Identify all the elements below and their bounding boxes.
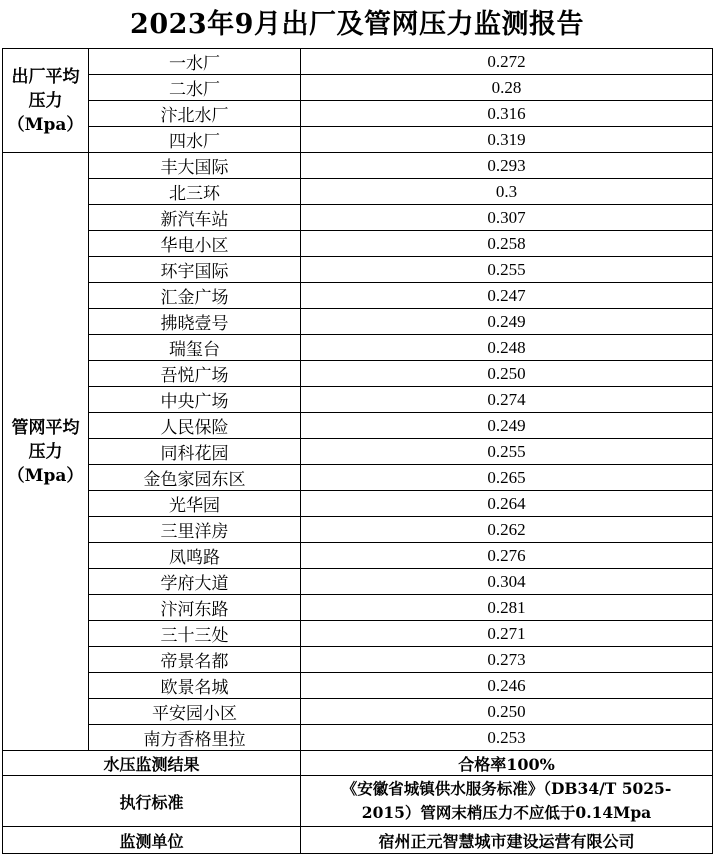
station-name: 汇金广场 <box>89 283 301 309</box>
pressure-value: 0.262 <box>301 517 713 543</box>
station-name: 帝景名都 <box>89 647 301 673</box>
unit-value: 宿州正元智慧城市建设运营有限公司 <box>301 827 713 854</box>
standard-line-1: 《安徽省城镇供水服务标准》（DB34/T 5025- <box>341 779 672 798</box>
pressure-value: 0.247 <box>301 283 713 309</box>
station-name: 拂晓壹号 <box>89 309 301 335</box>
table-row <box>3 49 713 75</box>
table-row <box>3 361 713 387</box>
summary-section <box>3 751 713 854</box>
table-row <box>3 309 713 335</box>
pressure-value: 0.293 <box>301 153 713 179</box>
group-label <box>3 49 89 153</box>
station-name: 三里洋房 <box>89 517 301 543</box>
pressure-value: 0.316 <box>301 101 713 127</box>
table-row <box>3 153 713 179</box>
table-row <box>3 595 713 621</box>
station-name: 光华园 <box>89 491 301 517</box>
pressure-value: 0.250 <box>301 699 713 725</box>
pressure-value: 0.250 <box>301 361 713 387</box>
station-name: 学府大道 <box>89 569 301 595</box>
station-name: 同科花园 <box>89 439 301 465</box>
standard-line-2: 2015）管网末梢压力不应低于0.14Mpa <box>361 803 652 822</box>
pressure-value: 0.265 <box>301 465 713 491</box>
table-row <box>3 101 713 127</box>
station-name: 瑞玺台 <box>89 335 301 361</box>
pressure-value: 0.276 <box>301 543 713 569</box>
station-name: 欧景名城 <box>89 673 301 699</box>
station-name: 平安园小区 <box>89 699 301 725</box>
pressure-value: 0.304 <box>301 569 713 595</box>
table-row <box>3 439 713 465</box>
result-value: 合格率100% <box>301 751 713 776</box>
table-row <box>3 621 713 647</box>
station-name: 四水厂 <box>89 127 301 153</box>
report-title: 2023年9月出厂及管网压力监测报告 <box>130 9 584 40</box>
result-label: 水压监测结果 <box>3 751 301 776</box>
pressure-table <box>2 48 713 854</box>
table-row <box>3 127 713 153</box>
standard-row <box>3 776 713 827</box>
table-row <box>3 465 713 491</box>
table-row <box>3 283 713 309</box>
pressure-value: 0.255 <box>301 439 713 465</box>
table-row <box>3 569 713 595</box>
group-label-line: 管网平均 <box>11 417 80 438</box>
table-row <box>3 725 713 751</box>
station-name: 金色家园东区 <box>89 465 301 491</box>
station-name: 凤鸣路 <box>89 543 301 569</box>
table-row <box>3 699 713 725</box>
group-label <box>3 153 89 751</box>
pressure-value: 0.253 <box>301 725 713 751</box>
pressure-value: 0.258 <box>301 231 713 257</box>
table-row <box>3 491 713 517</box>
pressure-value: 0.3 <box>301 179 713 205</box>
standard-label: 执行标准 <box>3 776 301 827</box>
station-name: 丰大国际 <box>89 153 301 179</box>
pressure-value: 0.272 <box>301 49 713 75</box>
group-label-line: （Mpa） <box>7 114 84 135</box>
station-name: 一水厂 <box>89 49 301 75</box>
pressure-value: 0.271 <box>301 621 713 647</box>
table-row <box>3 517 713 543</box>
table-row <box>3 543 713 569</box>
station-name: 吾悦广场 <box>89 361 301 387</box>
station-name: 二水厂 <box>89 75 301 101</box>
pressure-value: 0.273 <box>301 647 713 673</box>
station-name: 北三环 <box>89 179 301 205</box>
pressure-value: 0.28 <box>301 75 713 101</box>
pressure-value: 0.264 <box>301 491 713 517</box>
result-row <box>3 751 713 776</box>
station-name: 环宇国际 <box>89 257 301 283</box>
station-name: 人民保险 <box>89 413 301 439</box>
pressure-value: 0.307 <box>301 205 713 231</box>
table-row <box>3 413 713 439</box>
pressure-value: 0.249 <box>301 413 713 439</box>
table-row <box>3 75 713 101</box>
table-row <box>3 257 713 283</box>
pressure-value: 0.319 <box>301 127 713 153</box>
table-row <box>3 673 713 699</box>
table-row <box>3 387 713 413</box>
standard-value <box>301 776 713 827</box>
station-name: 三十三处 <box>89 621 301 647</box>
table-row <box>3 205 713 231</box>
table-row <box>3 179 713 205</box>
pressure-value: 0.281 <box>301 595 713 621</box>
table-row <box>3 647 713 673</box>
station-name: 汴北水厂 <box>89 101 301 127</box>
pressure-value: 0.274 <box>301 387 713 413</box>
station-name: 华电小区 <box>89 231 301 257</box>
station-name: 中央广场 <box>89 387 301 413</box>
unit-row <box>3 827 713 854</box>
table-row <box>3 231 713 257</box>
table-row <box>3 335 713 361</box>
pressure-value: 0.255 <box>301 257 713 283</box>
group-label-line: 出厂平均 <box>11 66 80 87</box>
station-name: 汴河东路 <box>89 595 301 621</box>
unit-label: 监测单位 <box>3 827 301 854</box>
station-name: 新汽车站 <box>89 205 301 231</box>
pressure-table-body <box>3 49 713 751</box>
pressure-value: 0.246 <box>301 673 713 699</box>
group-label-line: （Mpa） <box>7 465 84 486</box>
pressure-value: 0.249 <box>301 309 713 335</box>
group-label-line: 压力 <box>28 441 63 462</box>
pressure-value: 0.248 <box>301 335 713 361</box>
station-name: 南方香格里拉 <box>89 725 301 751</box>
group-label-line: 压力 <box>28 90 63 111</box>
